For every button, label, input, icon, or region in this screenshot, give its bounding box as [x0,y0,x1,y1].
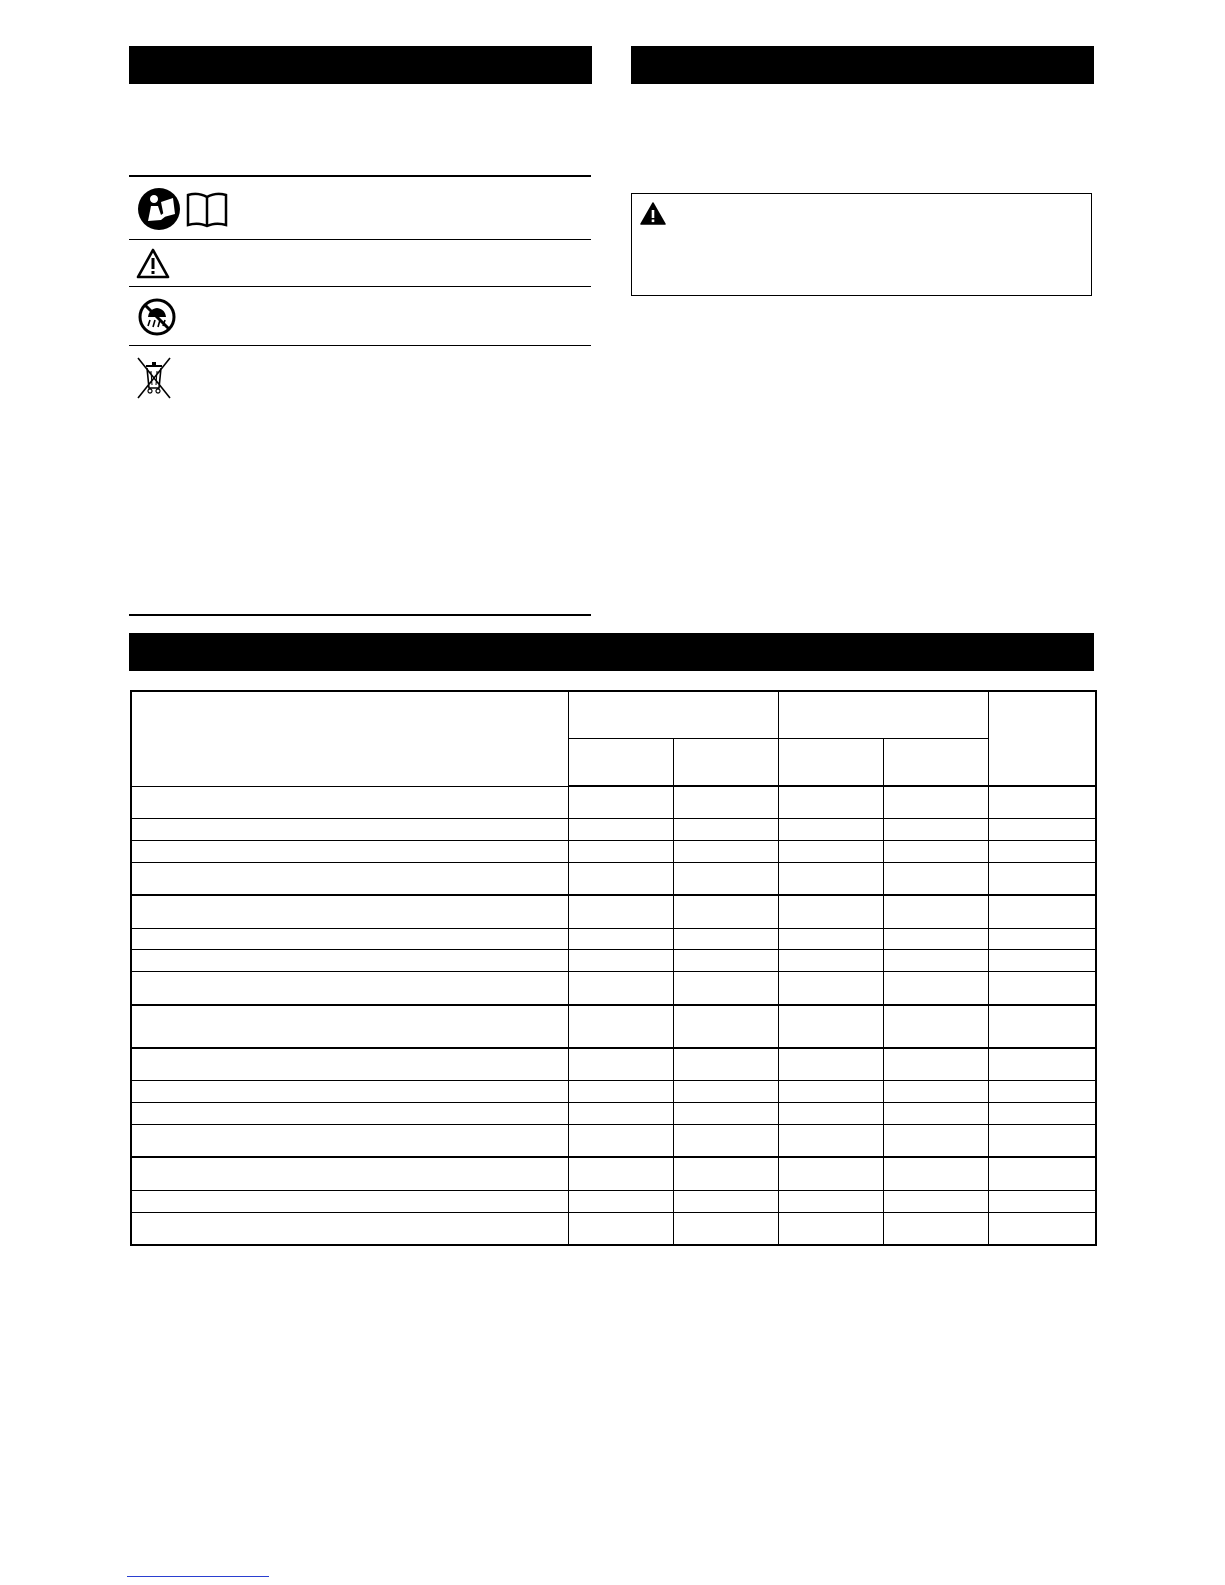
left-section-header [129,46,592,84]
table-row [131,1157,1096,1190]
table-cell [883,1048,988,1081]
table-cell [988,1190,1096,1212]
table-cell [568,862,673,895]
table-row [131,895,1096,928]
table-cell [568,1081,673,1103]
table-cell [988,1157,1096,1190]
table-cell [673,1103,778,1125]
table-cell [883,1157,988,1190]
table-cell [568,841,673,863]
symbol-row-disposal [129,346,591,404]
table-cell [568,928,673,950]
table-cell [988,1103,1096,1125]
table-cell [778,1212,883,1245]
table-cell [673,841,778,863]
table-row [131,1103,1096,1125]
table-cell [883,819,988,841]
table-header-cell [883,739,988,787]
table-cell [131,1103,568,1125]
table-row [131,1005,1096,1049]
table-cell [673,972,778,1005]
table-cell [673,1005,778,1049]
table-cell [778,819,883,841]
table-cell [883,1190,988,1212]
table-cell [778,1081,883,1103]
table-cell [988,950,1096,972]
table-cell [673,786,778,819]
table-cell [778,1103,883,1125]
table-cell [988,862,1096,895]
table-cell [988,1048,1096,1081]
table-cell [883,1005,988,1049]
table-cell [568,895,673,928]
symbol-row-read-manual [129,177,591,239]
table-cell [673,1212,778,1245]
table-cell [883,895,988,928]
table-cell [568,1005,673,1049]
read-manual-icon [137,187,229,236]
table-row [131,1190,1096,1212]
table-cell [568,972,673,1005]
table-cell [131,928,568,950]
table-cell [883,786,988,819]
table-cell [778,1157,883,1190]
table-cell [131,895,568,928]
table-cell [673,950,778,972]
table-cell [883,841,988,863]
table-cell [131,841,568,863]
warning-triangle-icon [136,248,170,285]
table-cell [988,819,1096,841]
table-cell [883,972,988,1005]
table-cell [673,1081,778,1103]
table-row [131,1125,1096,1158]
table-cell [673,1190,778,1212]
table-cell [131,1212,568,1245]
table-cell [131,1048,568,1081]
table-cell [131,1125,568,1158]
table-cell [568,1157,673,1190]
table-cell [883,1125,988,1158]
table-cell [883,1103,988,1125]
no-rain-icon [137,297,177,342]
symbol-row-no-rain [129,287,591,345]
table-cell [131,1190,568,1212]
table-cell [988,1081,1096,1103]
table-cell [131,862,568,895]
symbol-table-bottom-rule [129,614,591,616]
table-cell [778,1125,883,1158]
table-cell [568,786,673,819]
table-cell [568,1190,673,1212]
table-cell [131,1005,568,1049]
warning-box [631,193,1092,296]
table-cell [778,1048,883,1081]
table-cell [778,1190,883,1212]
table-cell [988,841,1096,863]
table-header-cell [778,739,883,787]
table-cell [568,1212,673,1245]
table-row [131,841,1096,863]
table-cell [673,1157,778,1190]
table-cell [673,862,778,895]
table-cell [883,928,988,950]
table-row [131,1212,1096,1245]
crossed-bin-icon [136,356,172,405]
table-row [131,928,1096,950]
table-cell [568,1125,673,1158]
table-header-cell [568,739,673,787]
table-header-cell [673,739,778,787]
table-cell [778,862,883,895]
table-cell [883,1081,988,1103]
table-cell [673,928,778,950]
table-cell [673,819,778,841]
symbol-row-warning [129,240,591,286]
table-header-cell [568,691,778,739]
table-cell [988,1125,1096,1158]
table-cell [131,950,568,972]
table-cell [988,786,1096,819]
table-row [131,972,1096,1005]
table-header-cell [131,691,568,786]
table-cell [673,1125,778,1158]
table-row [131,1048,1096,1081]
table-cell [778,895,883,928]
table-header-row [131,691,1096,739]
table-row [131,950,1096,972]
table-cell [568,1103,673,1125]
table-cell [778,928,883,950]
table-cell [131,819,568,841]
table-cell [131,786,568,819]
specifications-table [130,690,1097,1246]
table-cell [988,1005,1096,1049]
table-cell [131,1081,568,1103]
table-cell [568,950,673,972]
table-cell [673,895,778,928]
specifications-header [129,633,1094,671]
footnote-separator [127,1576,269,1577]
table-cell [778,1005,883,1049]
table-header-cell [988,691,1096,786]
warning-triangle-icon [640,202,666,231]
table-cell [988,895,1096,928]
table-row [131,862,1096,895]
table-cell [131,1157,568,1190]
table-cell [673,1048,778,1081]
table-cell [988,1212,1096,1245]
table-cell [568,1048,673,1081]
table-cell [568,819,673,841]
table-cell [778,841,883,863]
table-row [131,786,1096,819]
table-cell [778,950,883,972]
table-cell [883,950,988,972]
right-section-header [631,46,1094,84]
table-row [131,819,1096,841]
table-header-cell [778,691,988,739]
table-cell [988,928,1096,950]
table-cell [883,1212,988,1245]
table-cell [131,972,568,1005]
table-cell [778,786,883,819]
table-cell [883,862,988,895]
table-row [131,1081,1096,1103]
table-cell [988,972,1096,1005]
table-cell [778,972,883,1005]
